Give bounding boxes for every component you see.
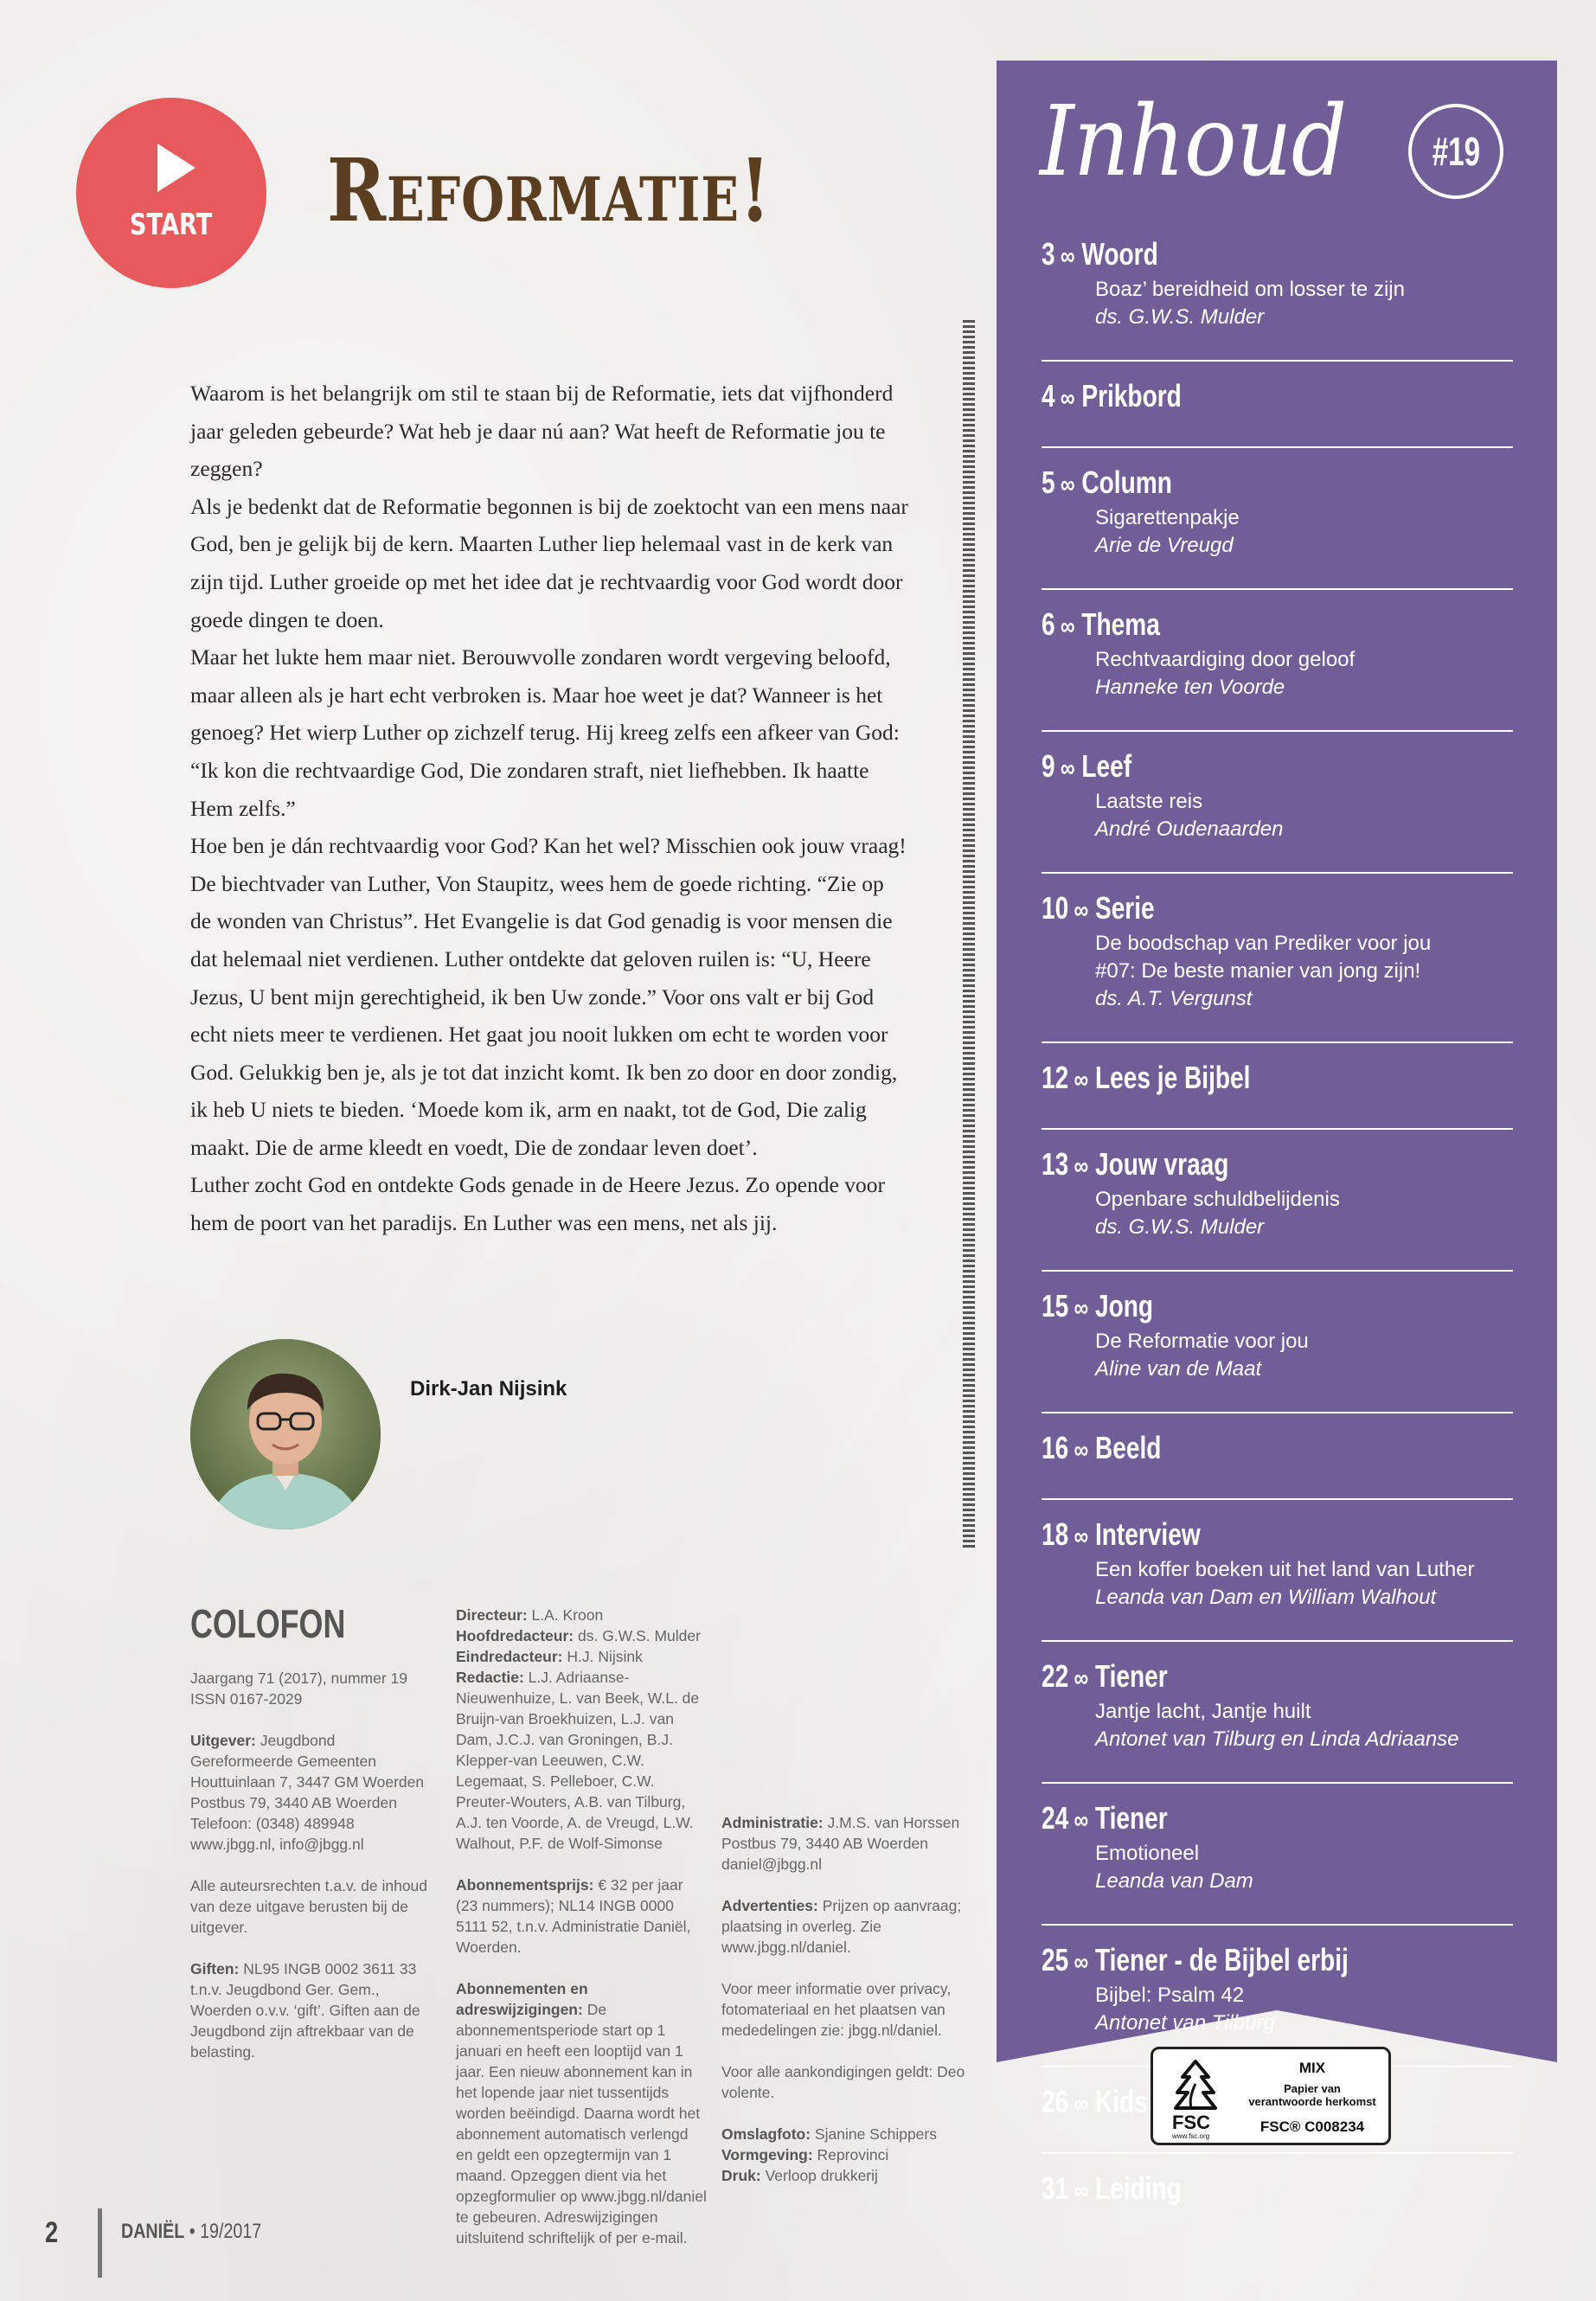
toc-page-number: 4: [1042, 378, 1055, 413]
infinity-icon: ∞: [1074, 2176, 1089, 2205]
author-name: Dirk-Jan Nijsink: [410, 1377, 567, 1400]
footer-magazine: [121, 2220, 261, 2244]
toc-heading: [1042, 747, 1409, 788]
intro-paragraph: Maar het lukte hem maar niet. Berouwvolle zondaren wordt vergeving beloofd, maar alleen als je hart echt verbroken is. Maar hoe weet je dat? Wanneer is het genoeg? Het wierp Luther op zichzelf terug. Hij kreeg zelfs een afkeer van God: “Ik kon die rechtvaardige God, Die zondaren straft, niet liefhebben. Ik haatte Hem zelfs.”: [190, 644, 900, 821]
administratie-text: J.M.S. van Horssen Postbus 79, 3440 AB Woerden daniel@jbgg.nl: [721, 1814, 960, 1873]
infinity-icon: ∞: [1060, 754, 1075, 783]
toc-page-number: 31: [1042, 2170, 1069, 2206]
toc-page-number: 24: [1042, 1800, 1069, 1836]
toc-page-number: 15: [1042, 1288, 1069, 1324]
colofon-column-3b: [721, 1605, 972, 2207]
toc-title: Interview: [1094, 1516, 1201, 1552]
colofon-title: COLOFON: [190, 1601, 346, 1646]
table-of-contents: [1042, 235, 1513, 2237]
magazine-name: DANIËL: [121, 2220, 185, 2243]
toc-heading: [1042, 1516, 1409, 1556]
infinity-icon: ∞: [1060, 612, 1075, 641]
toc-title: Serie: [1094, 890, 1155, 926]
issue-badge: [1408, 104, 1503, 199]
toc-page-number: 5: [1042, 465, 1055, 500]
toc-title: Jong: [1094, 1288, 1154, 1324]
fsc-text: [1236, 2082, 1388, 2108]
toc-heading: [1042, 235, 1409, 276]
redactie-text: L.J. Adriaanse-Nieuwenhuize, L. van Beek, W.L. de Bruijn-van Broekhuizen, L.J. van Dam, J.C.J. van Groningen, B.J. Klepper-van Leeuwen, C.W. Legemaat, S. Pelleboer, C.W. Preuter-Wouters, A.B. van Tilburg, A.J. ten Voorde, A. de Vreugd, L.W. Walhout, P.F. de Wolf-Simonse: [456, 1669, 700, 1852]
toc-item: [1042, 1287, 1513, 1413]
directeur-text: L.A. Kroon: [527, 1606, 604, 1624]
toc-page-number: 6: [1042, 606, 1055, 642]
infinity-icon: ∞: [1074, 2090, 1089, 2118]
omslagfoto-label: Omslagfoto:: [721, 2125, 811, 2143]
fsc-label: [1151, 2047, 1391, 2145]
toc-heading: [1042, 1145, 1409, 1186]
toc-title: Kids: [1094, 2084, 1148, 2119]
eindredacteur-text: H.J. Nijsink: [562, 1648, 643, 1665]
colofon-giften: [190, 1958, 433, 2062]
intro-text: [190, 375, 908, 1242]
infinity-icon: ∞: [1074, 1152, 1089, 1181]
toc-title: Prikbord: [1081, 378, 1182, 413]
toc-heading: [1042, 1657, 1409, 1698]
toc-title: Thema: [1081, 606, 1160, 642]
toc-item: [1042, 2170, 1513, 2221]
toc-subtitle: Sigarettenpakje: [1095, 506, 1240, 529]
abonnementsprijs-text: € 32 per jaar (23 nummers); NL14 INGB 0000 5111 52, t.n.v. Administratie Daniël, Woerden.: [456, 1876, 691, 1956]
omslagfoto-text: Sjanine Schippers: [811, 2125, 937, 2143]
jaargang-text: Jaargang 71 (2017), nummer 19: [190, 1670, 407, 1687]
fsc-line1: Papier van: [1284, 2082, 1341, 2095]
toc-subtitle: #07: De beste manier van jong zijn!: [1095, 959, 1421, 983]
toc-title: Tiener: [1094, 1800, 1168, 1836]
toc-heading: [1042, 377, 1409, 418]
infinity-icon: ∞: [1074, 1436, 1089, 1465]
druk-label: Druk:: [721, 2167, 761, 2184]
issue-number: #19: [1432, 129, 1480, 174]
toc-item: [1042, 1059, 1513, 1130]
toc-item: [1042, 1145, 1513, 1272]
toc-page-number: 26: [1042, 2084, 1069, 2119]
toc-page-number: 13: [1042, 1146, 1069, 1182]
toc-subtitle: Openbare schuldbelijdenis: [1095, 1188, 1340, 1211]
toc-page-number: 9: [1042, 748, 1055, 784]
toc-title: Column: [1081, 465, 1172, 500]
toc-item: [1042, 1429, 1513, 1500]
toc-item: [1042, 1799, 1513, 1926]
colofon-staff: [456, 1605, 707, 1854]
colofon-abonnementen: [456, 1978, 707, 2248]
fsc-line2: verantwoorde herkomst: [1248, 2095, 1376, 2108]
start-badge: [76, 98, 266, 288]
vormgeving-text: Reprovinci: [812, 2146, 889, 2163]
toc-author: André Oudenaarden: [1095, 817, 1284, 841]
toc-subtitle: Een koffer boeken uit het land van Luther: [1095, 1558, 1475, 1581]
dashed-divider: [963, 320, 975, 1548]
toc-heading: [1042, 606, 1409, 646]
toc-subtitle: Bijbel: Psalm 42: [1095, 1984, 1245, 2007]
toc-item: [1042, 377, 1513, 448]
toc-author: ds. G.W.S. Mulder: [1095, 1215, 1265, 1239]
redactie-label: Redactie:: [456, 1669, 524, 1686]
fsc-tree-icon: [1165, 2058, 1226, 2118]
uitgever-label: Uitgever:: [190, 1732, 256, 1749]
toc-subtitle: Jantje lacht, Jantje huilt: [1095, 1700, 1311, 1723]
toc-title: Beeld: [1094, 1430, 1162, 1465]
play-icon: [157, 144, 195, 192]
toc-page-number: 25: [1042, 1942, 1069, 1977]
magazine-issue: • 19/2017: [184, 2220, 262, 2243]
colofon-abonnementsprijs: [456, 1875, 707, 1958]
toc-page-number: 12: [1042, 1060, 1069, 1095]
colofon-column-1: [190, 1668, 433, 2083]
fsc-url: www.fsc.org: [1172, 2132, 1210, 2140]
toc-title: Leiding: [1094, 2170, 1182, 2206]
footer-divider: [98, 2208, 102, 2278]
colofon-uitgever: [190, 1730, 433, 1855]
colofon-privacy: Voor meer informatie over privacy, fotomateriaal en het plaatsen van mededelingen zie: jbgg.nl/daniel.: [721, 1980, 952, 2039]
giften-text: NL95 INGB 0002 3611 33 t.n.v. Jeugdbond Ger. Gem., Woerden o.v.v. ‘gift’. Giften aan de Jeugdbond zijn aftrekbaar van de belasting.: [190, 1960, 420, 2061]
toc-subtitle: Rechtvaardiging door geloof: [1095, 648, 1356, 671]
abonnementen-text: De abonnementsperiode start op 1 januari en heeft een looptijd van 1 jaar. Een nieuw abonnement kan in het lopende jaar niet tussentijds worden beëindigd. Daarna wordt het abonnement automatisch verlengd en geldt een opzegtermijn van 1 maand. Opzeggen dient via het opzegformulier op www.jbgg.nl/daniel te gebeuren. Adreswijzigingen uitsluitend schriftelijk of per e-mail.: [456, 2001, 707, 2247]
vormgeving-label: Vormgeving:: [721, 2146, 813, 2163]
toc-author: Arie de Vreugd: [1095, 534, 1234, 557]
infinity-icon: ∞: [1074, 1664, 1089, 1693]
toc-item: [1042, 235, 1513, 362]
toc-item: [1042, 889, 1513, 1043]
colofon-column-2: [456, 1605, 707, 2269]
toc-title: Tiener - de Bijbel erbij: [1094, 1942, 1349, 1977]
toc-title: Jouw vraag: [1094, 1146, 1229, 1182]
intro-paragraph: Luther zocht God en ontdekte Gods genade in de Heere Jezus. Zo opende voor hem de poort van het paradijs. En Luther was een mens, net als jij.: [190, 1172, 885, 1236]
toc-item: [1042, 747, 1513, 874]
hoofdredacteur-text: ds. G.W.S. Mulder: [574, 1627, 701, 1644]
fsc-code: FSC® C008234: [1259, 2118, 1365, 2135]
toc-heading: [1042, 1429, 1409, 1470]
administratie-label: Administratie:: [721, 1814, 824, 1831]
page-number: 2: [45, 2216, 59, 2249]
uitgever-text: Jeugdbond Gereformeerde Gemeenten Houttuinlaan 7, 3447 GM Woerden Postbus 79, 3440 AB Woerden Telefoon: (0348) 489948 www.jbgg.nl, info@jbgg.nl: [190, 1732, 425, 1853]
fsc-mix: MIX: [1298, 2060, 1326, 2076]
intro-paragraph: Waarom is het belangrijk om stil te staan bij de Reformatie, iets dat vijfhonderd jaar geleden gebeurde? Wat heb je daar nú aan? Wat heeft de Reformatie jou te zeggen?: [190, 381, 894, 482]
abonnementen-label: Abonnementen en adreswijzigingen:: [456, 1980, 588, 2018]
toc-item: [1042, 606, 1513, 732]
colofon-credits: [721, 2124, 972, 2186]
infinity-icon: ∞: [1074, 896, 1089, 925]
toc-title: Woord: [1081, 236, 1158, 272]
author-portrait-icon: [190, 1339, 381, 1529]
toc-heading: [1042, 889, 1409, 930]
toc-subtitle: De boodschap van Prediker voor jou: [1095, 932, 1432, 955]
druk-text: Verloop drukkerij: [760, 2167, 878, 2184]
intro-paragraph: Als je bedenkt dat de Reformatie begonnen is bij de zoektocht van een mens naar God, ben je gelijk bij de kern. Maarten Luther liep helemaal vast in de kerk van zijn tijd. Luther groeide op met het idee dat je rechtvaardig voor God wordt door goede dingen te doen.: [190, 493, 908, 632]
toc-author: ds. A.T. Vergunst: [1095, 987, 1253, 1010]
colofon-aankondigingen: Voor alle aankondigingen geldt: Deo volente.: [721, 2063, 965, 2101]
fsc-logo-text: FSC: [1172, 2112, 1210, 2133]
intro-paragraph: Hoe ben je dán rechtvaardig voor God? Kan het wel? Misschien ook jouw vraag! De biechtvader van Luther, Von Staupitz, wees hem de goede richting. “Zie op de wonden van Christus”. Het Evangelie is dat God genadig is voor mensen die dat helemaal niet verdienen. Luther ontdekte dat geloven ruilen is: “U, Heere Jezus, U bent mijn gerechtigheid, ik ben Uw zonde.” Voor ons valt er bij God echt niets meer te verdienen. Het gaat jou nooit lukken om echt te worden voor God. Gelukkig ben je, als je tot dat inzicht komt. Ik ben zo door en door zondig, ik heb U niets te bieden. ‘Moede kom ik, arm en naakt, tot de God, Die zalig maakt. Die de arme kleedt en voedt, Die de zondaar leven doet’.: [190, 833, 907, 1160]
infinity-icon: ∞: [1060, 242, 1075, 271]
toc-page-number: 18: [1042, 1516, 1069, 1552]
toc-author: Hanneke ten Voorde: [1095, 676, 1285, 699]
toc-heading: [1042, 1941, 1409, 1982]
colofon-advertenties: [721, 1895, 972, 1958]
giften-label: Giften:: [190, 1960, 240, 1977]
toc-page-number: 16: [1042, 1430, 1069, 1465]
toc-heading: [1042, 1287, 1409, 1328]
toc-item: [1042, 1657, 1513, 1784]
infinity-icon: ∞: [1074, 1948, 1089, 1977]
toc-author: ds. G.W.S. Mulder: [1095, 305, 1265, 329]
toc-author: Leanda van Dam en William Walhout: [1095, 1586, 1437, 1609]
infinity-icon: ∞: [1074, 1522, 1089, 1551]
toc-author: Antonet van Tilburg en Linda Adriaanse: [1095, 1727, 1459, 1751]
directeur-label: Directeur:: [456, 1606, 528, 1624]
hoofdredacteur-label: Hoofdredacteur:: [456, 1627, 574, 1644]
toc-title: Leef: [1081, 748, 1132, 784]
colofon-rechten: Alle auteursrechten t.a.v. de inhoud van deze uitgave berusten bij de uitgever.: [190, 1877, 428, 1936]
advertenties-text: Prijzen op aanvraag; plaatsing in overleg. Zie www.jbgg.nl/daniel.: [721, 1897, 962, 1956]
toc-item: [1042, 1516, 1513, 1642]
toc-item: [1042, 464, 1513, 590]
colofon-administratie: [721, 1812, 972, 1875]
infinity-icon: ∞: [1074, 1806, 1089, 1835]
toc-heading: [1042, 2170, 1409, 2210]
author-photo: [190, 1339, 381, 1529]
toc-subtitle: Laatste reis: [1095, 790, 1203, 813]
toc-subtitle: De Reformatie voor jou: [1095, 1330, 1309, 1353]
eindredacteur-label: Eindredacteur:: [456, 1648, 563, 1665]
toc-heading: [1042, 1799, 1409, 1840]
infinity-icon: ∞: [1074, 1294, 1089, 1323]
toc-title: Tiener: [1094, 1658, 1168, 1694]
toc-title: Lees je Bijbel: [1094, 1060, 1251, 1095]
toc-subtitle: Emotioneel: [1095, 1842, 1200, 1865]
colofon-jaargang: [190, 1668, 433, 1709]
toc-page-number: 22: [1042, 1658, 1069, 1694]
toc-heading: [1042, 464, 1409, 504]
toc-author: Aline van de Maat: [1095, 1357, 1262, 1381]
toc-page-number: 10: [1042, 890, 1069, 926]
infinity-icon: ∞: [1060, 471, 1075, 499]
toc-page-number: 3: [1042, 236, 1055, 272]
infinity-icon: ∞: [1074, 1066, 1089, 1094]
abonnementsprijs-label: Abonnementsprijs:: [456, 1876, 594, 1894]
advertenties-label: Advertenties:: [721, 1897, 818, 1914]
issn-text: ISSN 0167-2029: [190, 1690, 303, 1708]
toc-subtitle: Boaz’ bereidheid om losser te zijn: [1095, 278, 1405, 301]
toc-author: Leanda van Dam: [1095, 1869, 1253, 1893]
inhoud-title: Inhoud: [1040, 86, 1347, 198]
infinity-icon: ∞: [1060, 384, 1075, 413]
start-label: START: [130, 208, 213, 242]
article-title: Reformatie!: [327, 139, 772, 241]
toc-author: Antonet van Tilburg: [1095, 2011, 1275, 2035]
toc-heading: [1042, 1059, 1409, 1099]
